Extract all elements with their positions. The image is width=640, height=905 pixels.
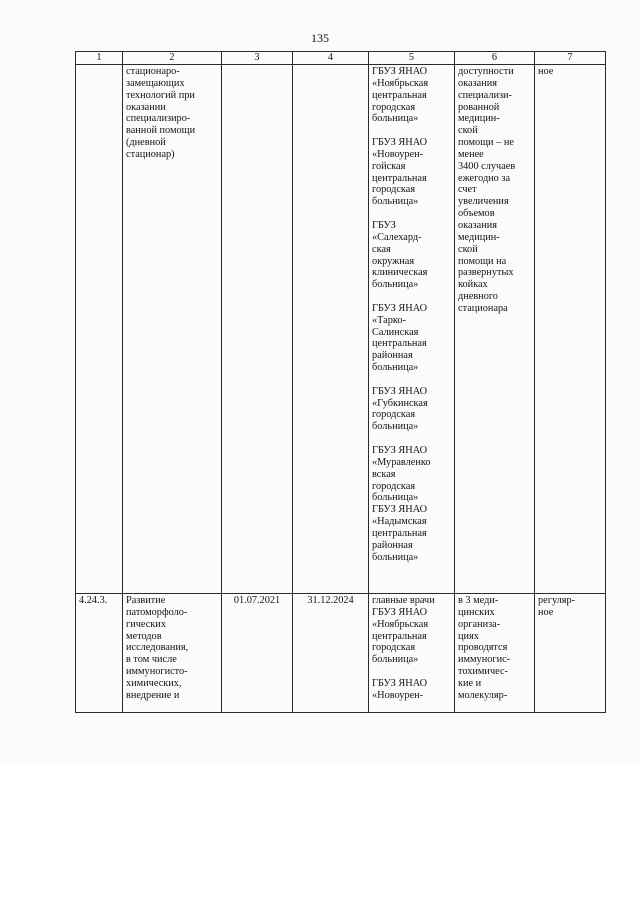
text-line: циях xyxy=(458,630,479,642)
text-line: стационара xyxy=(458,302,508,314)
text-line: доступности xyxy=(458,66,514,77)
table-row xyxy=(76,65,606,594)
text-line: ное xyxy=(538,66,554,77)
column-number-7: 7 xyxy=(535,52,606,65)
row1-number-cell xyxy=(76,65,123,594)
text-line: исследования, xyxy=(126,642,189,654)
page-bottom-margin xyxy=(0,762,640,905)
column-number-2: 2 xyxy=(123,52,222,65)
group-spacer xyxy=(372,433,451,445)
text-line: больница» xyxy=(372,362,419,374)
text-line: больница» xyxy=(372,492,419,504)
text-line: «Губкинская xyxy=(372,397,428,409)
text-line: окружная xyxy=(372,255,415,267)
text-line: замещающих xyxy=(126,77,185,89)
text-line: больница» xyxy=(372,113,419,125)
table-row xyxy=(76,594,606,713)
row1-periodicity-cell xyxy=(535,65,606,594)
text-line: объемов xyxy=(458,208,495,220)
text-line: районная xyxy=(372,350,413,362)
text-line: счет xyxy=(458,184,477,196)
text-line: центральная xyxy=(372,630,427,642)
row2-number-cell: 4.24.3. xyxy=(76,594,123,713)
text-line: «Ноябрьская xyxy=(372,618,429,630)
text-line: увеличения xyxy=(458,196,509,208)
text-line: 3400 случаев xyxy=(458,160,516,172)
text-line: ГБУЗ ЯНАО xyxy=(372,66,428,77)
page-number: 135 xyxy=(311,31,329,45)
text-line: «Новоурен- xyxy=(372,689,424,701)
document-table xyxy=(75,51,606,713)
text-line: «Надымская xyxy=(372,516,427,528)
text-line: ГБУЗ ЯНАО xyxy=(372,606,428,618)
text-line: ГБУЗ ЯНАО xyxy=(372,137,428,149)
table-header-row xyxy=(76,52,606,65)
text-line: цинских xyxy=(458,606,495,618)
text-line: регуляр- xyxy=(538,595,576,606)
text-line: ГБУЗ ЯНАО xyxy=(372,445,428,456)
text-line: ская xyxy=(372,243,391,255)
text-line: ванной помощи xyxy=(126,125,196,137)
text-line: ежегодно за xyxy=(458,172,511,184)
row1-end-date-cell xyxy=(293,65,369,594)
text-line: медицин- xyxy=(458,231,500,243)
text-line: кие и xyxy=(458,677,482,689)
text-line: больница» xyxy=(372,279,419,291)
text-line: городская xyxy=(372,409,416,421)
text-line: специализиро- xyxy=(126,113,191,125)
text-line: технологий при xyxy=(126,89,195,101)
text-line: внедрение и xyxy=(126,689,180,701)
group-spacer xyxy=(372,666,451,678)
text-line: больница» xyxy=(372,196,419,208)
text-line: городская xyxy=(372,642,416,654)
text-line: химических, xyxy=(126,677,182,689)
text-line: койках xyxy=(458,279,488,291)
text-line: «Ноябрьская xyxy=(372,77,429,89)
row1-activity-cell xyxy=(123,65,222,594)
text-line: Салинская xyxy=(372,326,419,338)
text-line: «Тарко- xyxy=(372,314,406,326)
text-line: медицин- xyxy=(458,113,500,125)
text-line: стационаро- xyxy=(126,66,180,77)
text-line: развернутых xyxy=(458,267,514,279)
row1-start-date-cell xyxy=(222,65,293,594)
row1-responsible-cell xyxy=(369,65,455,594)
row2-result-cell xyxy=(455,594,535,713)
text-line: стационар) xyxy=(126,148,175,160)
text-line: помощи на xyxy=(458,255,507,267)
text-line: центральная xyxy=(372,89,427,101)
text-line: гических xyxy=(126,618,166,630)
row2-start-date-cell: 01.07.2021 xyxy=(222,594,293,713)
text-line: (дневной xyxy=(126,137,166,149)
text-line: в том числе xyxy=(126,654,177,666)
text-line: районная xyxy=(372,539,413,551)
text-line: городская xyxy=(372,101,416,113)
text-line: Развитие xyxy=(126,595,166,606)
text-line: ГБУЗ ЯНАО xyxy=(372,504,428,516)
row1-result-cell xyxy=(455,65,535,594)
text-line: «Новоурен- xyxy=(372,148,424,160)
row2-activity-cell xyxy=(123,594,222,713)
text-line: проводятся xyxy=(458,642,508,654)
group-spacer xyxy=(372,208,451,220)
text-line: помощи – не xyxy=(458,137,514,149)
text-line: специализи- xyxy=(458,89,512,101)
text-line: главные врачи xyxy=(372,595,435,606)
text-line: ГБУЗ ЯНАО xyxy=(372,385,428,397)
text-line: ное xyxy=(538,606,554,618)
text-line: больница» xyxy=(372,654,419,666)
text-line: городская xyxy=(372,480,416,492)
text-line: больница» xyxy=(372,421,419,433)
text-line: центральная xyxy=(372,338,427,350)
text-line: «Муравленко xyxy=(372,456,431,468)
text-line: молекуляр- xyxy=(458,689,508,701)
text-line: центральная xyxy=(372,527,427,539)
text-line: в 3 меди- xyxy=(458,595,499,606)
column-number-3: 3 xyxy=(222,52,293,65)
column-number-1: 1 xyxy=(76,52,123,65)
text-line: гойская xyxy=(372,160,406,172)
text-line: дневного xyxy=(458,291,498,303)
text-line: клиническая xyxy=(372,267,428,279)
text-line: вская xyxy=(372,468,396,480)
text-line: ской xyxy=(458,125,478,137)
text-line: ской xyxy=(458,243,478,255)
text-line: рованной xyxy=(458,101,500,113)
text-line: иммуногисто- xyxy=(126,666,188,678)
text-line: методов xyxy=(126,630,162,642)
group-spacer xyxy=(372,374,451,386)
text-line: иммуногис- xyxy=(458,654,511,666)
text-line: городская xyxy=(372,184,416,196)
column-number-4: 4 xyxy=(293,52,369,65)
text-line: ГБУЗ ЯНАО xyxy=(372,677,428,689)
text-line: патоморфоло- xyxy=(126,606,188,618)
text-line: ГБУЗ xyxy=(372,219,396,231)
text-line: оказания xyxy=(458,219,497,231)
group-spacer xyxy=(372,125,451,137)
row2-responsible-cell xyxy=(369,594,455,713)
text-line: организа- xyxy=(458,618,501,630)
column-number-6: 6 xyxy=(455,52,535,65)
text-line: «Салехард- xyxy=(372,231,422,243)
row2-periodicity-cell xyxy=(535,594,606,713)
text-line: ГБУЗ ЯНАО xyxy=(372,302,428,314)
row2-end-date-cell: 31.12.2024 xyxy=(293,594,369,713)
text-line: менее xyxy=(458,148,484,160)
column-number-5: 5 xyxy=(369,52,455,65)
group-spacer xyxy=(372,291,451,303)
text-line: оказания xyxy=(458,77,497,89)
text-line: центральная xyxy=(372,172,427,184)
text-line: оказании xyxy=(126,101,166,113)
text-line: тохимичес- xyxy=(458,666,508,678)
text-line: больница» xyxy=(372,551,419,563)
